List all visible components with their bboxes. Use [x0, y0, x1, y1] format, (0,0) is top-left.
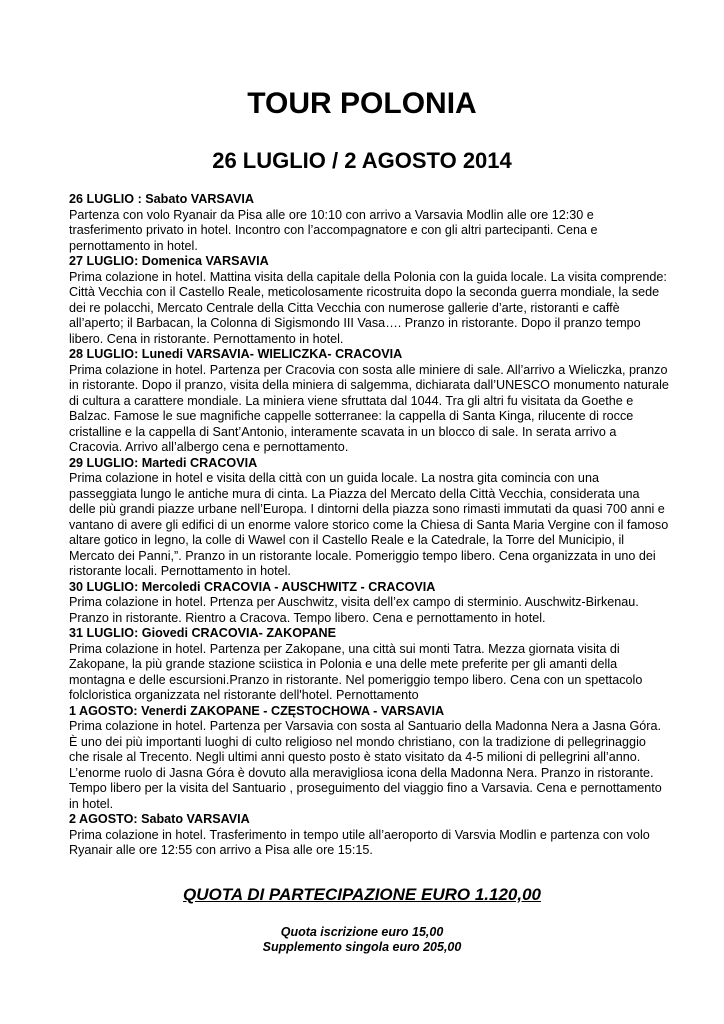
day-heading: 30 LUGLIO: Mercoledi CRACOVIA - AUSCHWITZ - CRACOVIA [69, 579, 436, 594]
day-description: Prima colazione in hotel. Partenza per Zakopane, una città sui monti Tatra. Mezza giornata visita di Zakopane, la più grande stazione sciistica in Polonia e una delle mete preferite per gli amanti della montagna e delle escursioni.Pranzo in ristorante. Nel pomeriggio tempo libero. Cena con un spettacolo folcloristica organizzata nel ristorante dell'hotel. Pernottamento [69, 641, 643, 702]
day-heading: 26 LUGLIO : Sabato VARSAVIA [69, 192, 254, 206]
day-description: Prima colazione in hotel. Prtenza per Auschwitz, visita dell’ex campo di sterminio. Auschwitz-Birkenau. Pranzo in ristorante. Rientro a Cracova. Tempo libero. Cena e pernottamento in hotel. [69, 595, 639, 625]
day-section [69, 580, 669, 627]
page-title: TOUR POLONIA [247, 87, 477, 120]
day-heading: 28 LUGLIO: Lunedi VARSAVIA- WIELICZKA- CRACOVIA [69, 347, 403, 361]
day-section [69, 704, 669, 813]
single-supplement: Supplemento singola euro 205,00 [262, 940, 462, 954]
day-description: Prima colazione in hotel e visita della città con un guida locale. La nostra gita comincia con una passeggiata lungo le antiche mura di cinta. La Piazza del Mercato della Città Vecchia, considerata una delle più grandi piazze urbane nell’Europa. I dintorni della piazza sono rimasti immutati da quasi 700 anni e vantano di avere gli edifici di un enorme valore storico come la Chiesa di Santa Maria Vergine con il famoso altare gotico in legno, la colle di Wawel con il Castello Reale e la Catedrale, la Torre del Municipio, il Mercato dei Panni,”. Pranzo in un ristorante locale. Pomeriggio tempo libero. Cena organizzata in uno dei ristorante locali. Pernottamento in hotel. [69, 471, 669, 578]
itinerary [69, 192, 669, 859]
day-heading: 27 LUGLIO: Domenica VARSAVIA [69, 254, 269, 268]
day-description: Prima colazione in hotel. Partenza per Cracovia con sosta alle miniere di sale. All’arrivo a Wieliczka, pranzo in ristorante. Dopo il pranzo, visita della miniera di salgemma, dichiarata dall’UNESCO monumento naturale di cultura a carattere mondiale. La miniera viene sfruttata dal 1044. Tra gli altri fu visitata da Goethe e Balzac. Famose le sue magnifiche cappelle sotterranee: la cappella di Santa Kinga, rilucente di rocce cristalline e la cappella di Sant’Antonio, interamente scavata in un blocco di sale. In serata arrivo a Cracovia. Arrivo all’albergo cena e pernottamento. [69, 362, 669, 454]
day-section [69, 626, 669, 704]
day-heading: 31 LUGLIO: Giovedi CRACOVIA- ZAKOPANE [69, 626, 337, 640]
day-section [69, 456, 669, 580]
day-section [69, 347, 669, 456]
day-description: Prima colazione in hotel. Trasferimento in tempo utile all’aeroporto di Varsvia Modlin e partenza con volo Ryanair alle ore 12:55 con arrivo a Pisa alle ore 15:15. [69, 827, 650, 857]
day-section [69, 254, 669, 347]
day-heading: 2 AGOSTO: Sabato VARSAVIA [69, 812, 250, 826]
tour-dates: 26 LUGLIO / 2 AGOSTO 2014 [212, 148, 512, 173]
day-section [69, 192, 669, 254]
day-description: Prima colazione in hotel. Mattina visita della capitale della Polonia con la guida locale. La visita comprende: Città Vecchia con il Castello Reale, meticolosamente ricostruita dopo la seconda guerra mondiale, la sede dei re polacchi, Mercato Centrale della Citta Vecchia con numerose gallerie d’arte, ristoranti e caffè all’aperto; il Barbacan, la Colonna di Sigismondo III Vasa…. Pranzo in ristorante. Dopo il pranzo tempo libero. Cena in ristorante. Pernottamento in hotel. [69, 269, 667, 346]
day-description: Partenza con volo Ryanair da Pisa alle ore 10:10 con arrivo a Varsavia Modlin alle ore 12:30 e trasferimento privato in hotel. Incontro con l’accompagnatore e con gli altri partecipanti. Cena e pernottamento in hotel. [69, 207, 598, 253]
day-heading: 1 AGOSTO: Venerdi ZAKOPANE - CZĘSTOCHOWA - VARSAVIA [69, 703, 445, 718]
day-description: Prima colazione in hotel. Partenza per Varsavia con sosta al Santuario della Madonna Nera a Jasna Góra. È uno dei più importanti luoghi di culto religioso nel mondo christiano, con la tradizione di pellegrinaggio che risale al Trecento. Negli ultimi anni questo posto è stato visitato da 4-5 milioni di pellegrini all’anno. L’enorme ruolo di Jasna Góra è dovuto alla meravigliosa icona della Madonna Nera. Pranzo in ristorante. Tempo libero per la visita del Santuario , proseguimento del viaggio fino a Varsavia. Cena e pernottamento in hotel. [69, 719, 662, 811]
registration-fee: Quota iscrizione euro 15,00 [280, 925, 444, 939]
participation-price: QUOTA DI PARTECIPAZIONE EURO 1.120,00 [182, 885, 542, 904]
day-section [69, 812, 669, 859]
day-heading: 29 LUGLIO: Martedi CRACOVIA [69, 455, 258, 470]
